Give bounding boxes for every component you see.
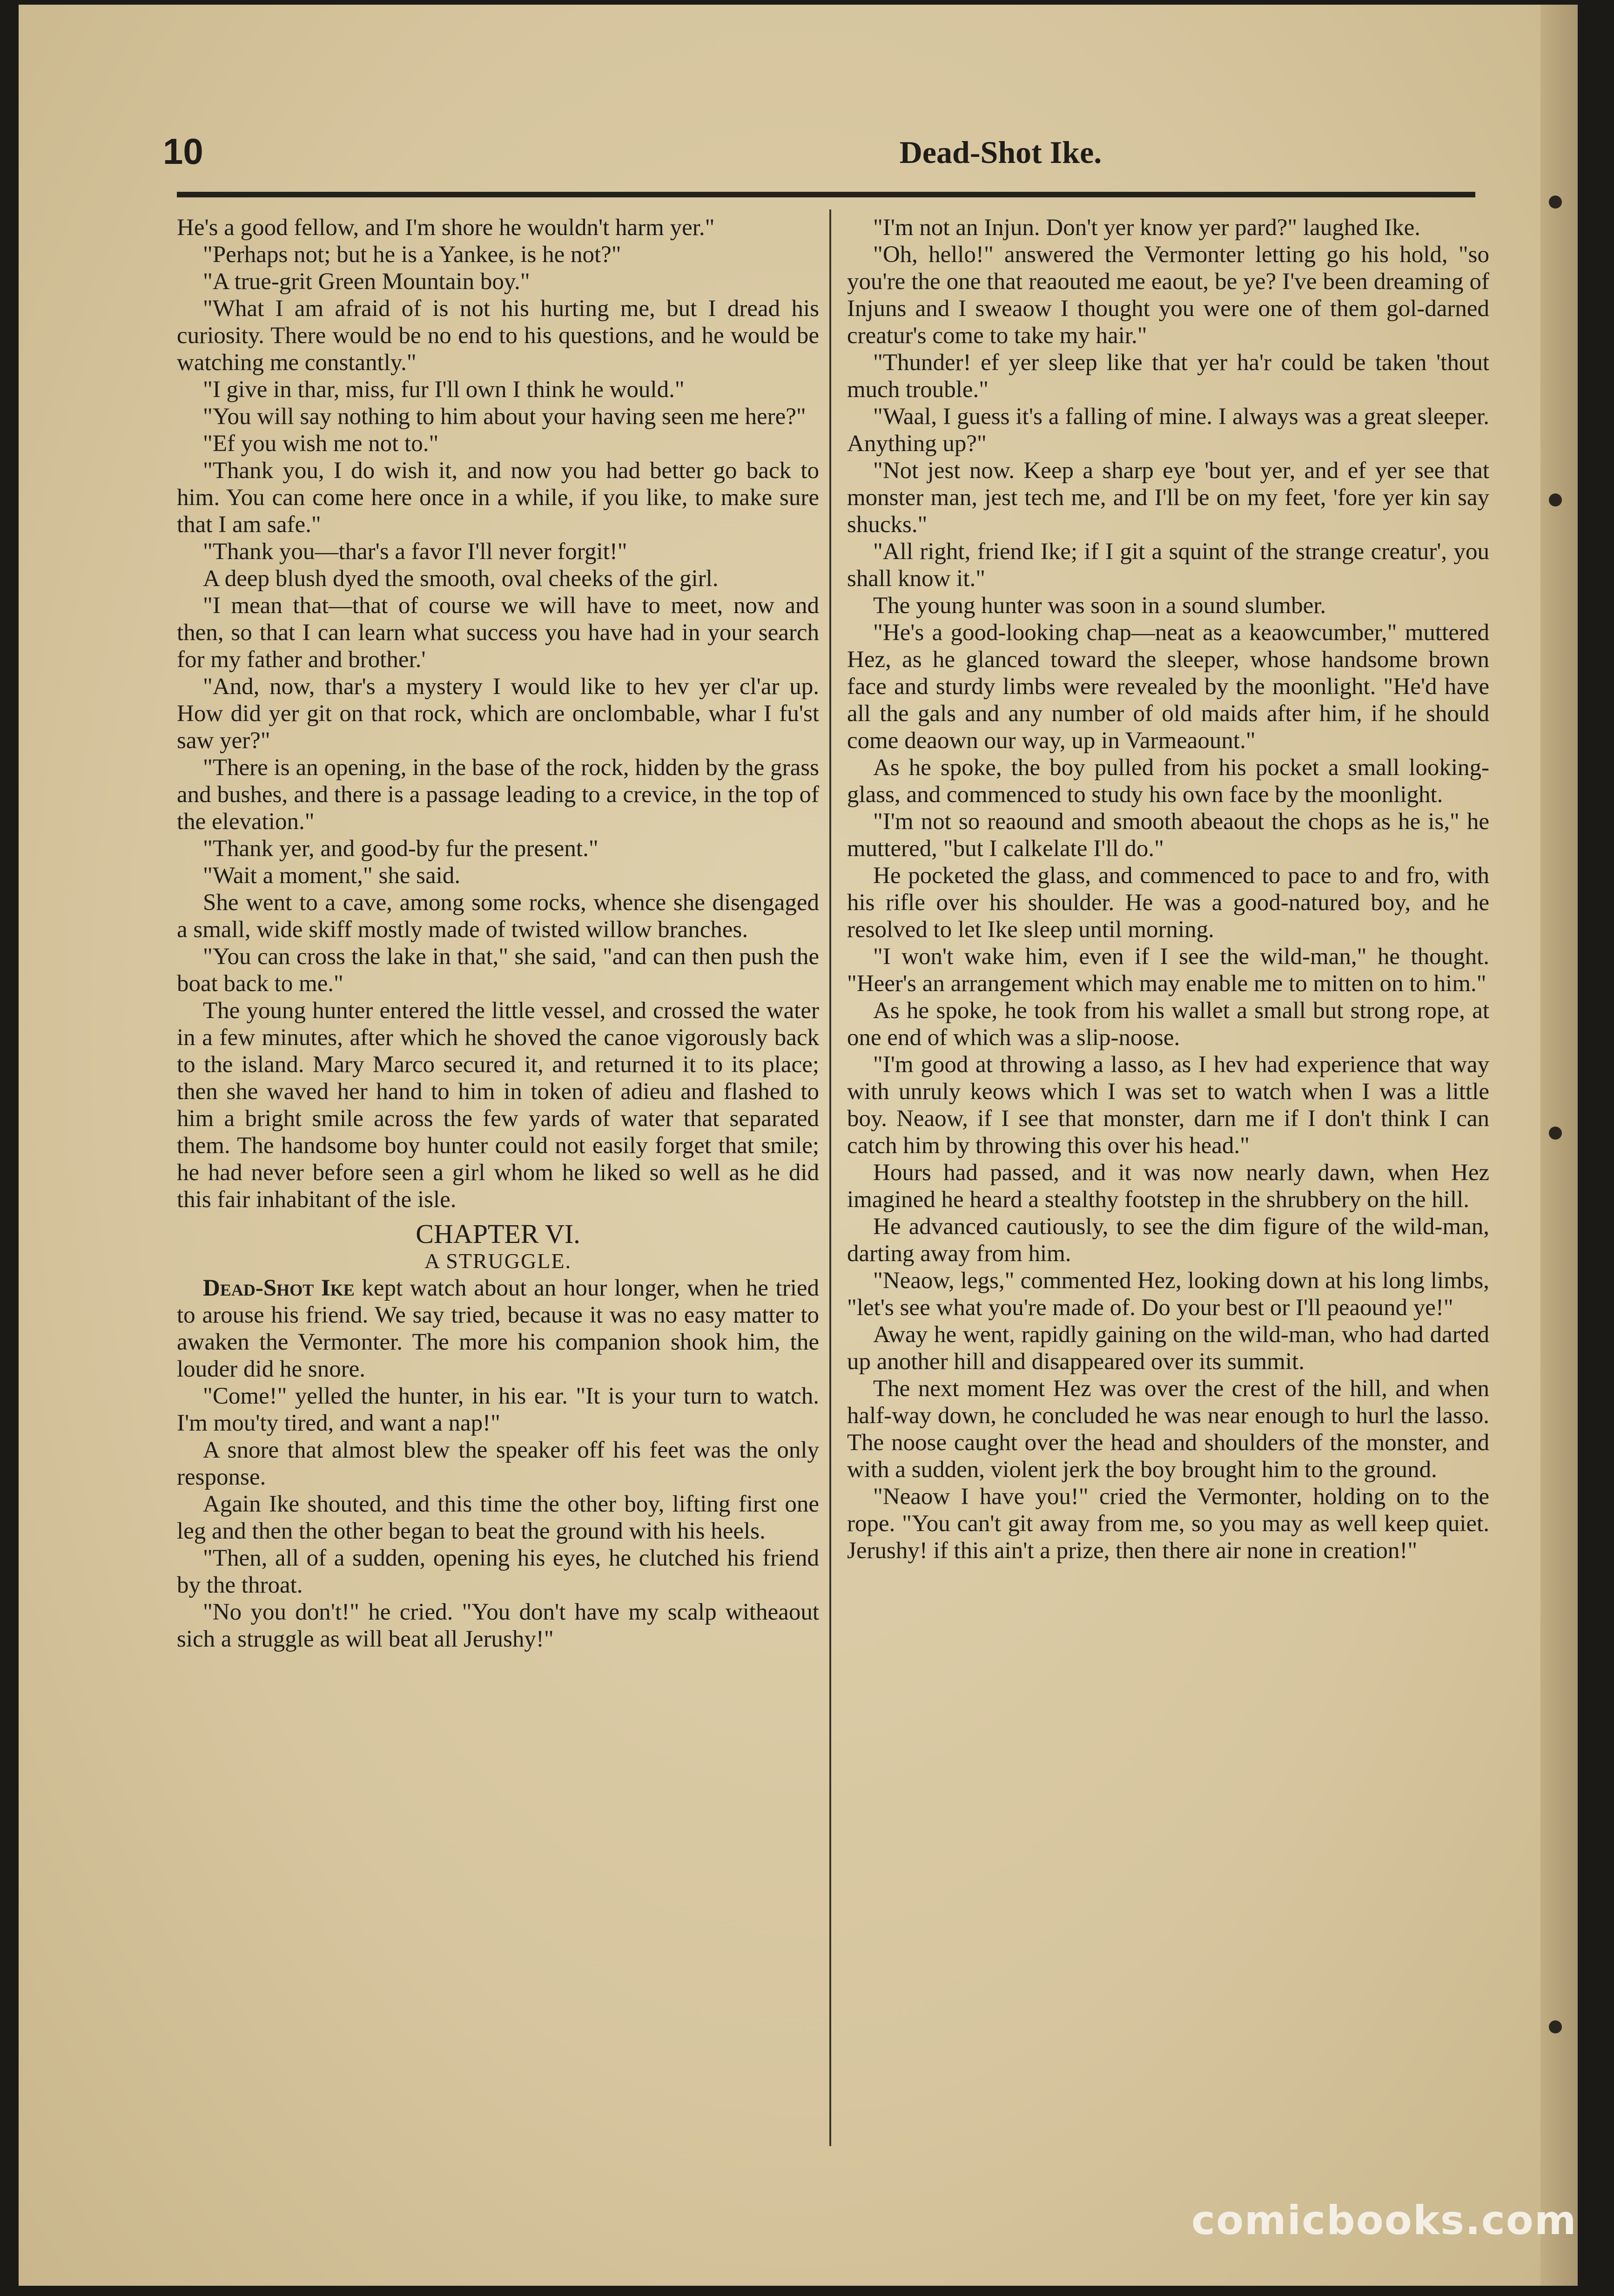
paragraph: "Neaow, legs," commented Hez, looking down at his long limbs, "let's see what you're made of. Do your best or I'll peaound ye!" <box>847 1268 1489 1321</box>
paragraph: Away he went, rapidly gaining on the wild-man, who had darted up another hill and disappeared over its summit. <box>847 1322 1489 1375</box>
page-binding-edge <box>1540 5 1578 2286</box>
column-divider <box>829 209 831 2146</box>
paragraph: "Thank yer, and good-by fur the present." <box>203 836 599 862</box>
chapter-lead-words: Dead-Shot Ike <box>203 1275 355 1301</box>
left-column <box>177 214 819 2123</box>
paragraph: He advanced cautiously, to see the dim figure of the wild-man, darting away from him. <box>847 1214 1489 1267</box>
paragraph: The young hunter was soon in a sound slumber. <box>873 593 1326 619</box>
binding-hole <box>1549 493 1562 506</box>
paragraph: "Oh, hello!" answered the Vermonter letting go his hold, "so you're the one that reaouted me eaout, be ye? I've been dreaming of Injuns and I sweaow I thought you were one of them gol-darned creatur's come to take my hair." <box>847 242 1489 349</box>
paragraph: "I'm not an Injun. Don't yer know yer pard?" laughed Ike. <box>873 215 1421 241</box>
paragraph: "All right, friend Ike; if I git a squint of the strange creatur', you shall know it." <box>847 539 1489 592</box>
chapter-opening-paragraph <box>177 1275 819 1383</box>
paragraph: "Wait a moment," she said. <box>203 863 461 889</box>
binding-hole <box>1549 2020 1562 2033</box>
paragraph: "Then, all of a sudden, opening his eyes, he clutched his friend by the throat. <box>177 1545 819 1598</box>
paragraph: "You can cross the lake in that," she said, "and can then push the boat back to me." <box>177 944 819 997</box>
paragraph: "Thank you, I do wish it, and now you had better go back to him. You can come here once in a while, if you like, to make sure that I am safe." <box>177 458 819 538</box>
paragraph: "There is an opening, in the base of the rock, hidden by the grass and bushes, and there is a passage leading to a crevice, in the top of the elevation." <box>177 755 819 835</box>
paragraph: He's a good fellow, and I'm shore he wouldn't harm yer." <box>177 215 715 241</box>
paragraph: The young hunter entered the little vessel, and crossed the water in a few minutes, after which he shoved the canoe vigorously back to the island. Mary Marco secured it, and returned it to its place; then she waved her hand to him in token of adieu and flashed to him a bright smile across the few yards of water that separated them. The handsome boy hunter could not easily forget that smile; he had never before seen a girl whom he liked so well as he did this fair inhabitant of the isle. <box>177 998 819 1213</box>
paragraph: "What I am afraid of is not his hurting me, but I dread his curiosity. There would be no end to his questions, and he would be watching me constantly." <box>177 296 819 376</box>
paragraph: A deep blush dyed the smooth, oval cheeks of the girl. <box>203 566 719 592</box>
paragraph: "Perhaps not; but he is a Yankee, is he not?" <box>203 242 621 268</box>
header-rule <box>177 192 1475 197</box>
paragraph: "He's a good-looking chap—neat as a keaowcumber," muttered Hez, as he glanced toward the sleeper, whose handsome brown face and sturdy limbs were revealed by the moonlight. "He'd have all the gals and any number of old maids after him, if he should come deaown our way, up in Varmeaount." <box>847 620 1489 754</box>
paragraph: He pocketed the glass, and commenced to pace to and fro, with his rifle over his shoulder. He was a good-natured boy, and he resolved to let Ike sleep until morning. <box>847 863 1489 943</box>
paragraph: Hours had passed, and it was now nearly dawn, when Hez imagined he heard a stealthy footstep in the shrubbery on the hill. <box>847 1160 1489 1213</box>
running-title: Dead-Shot Ike. <box>899 135 1102 170</box>
paragraph: "Thank you—thar's a favor I'll never forgit!" <box>203 539 627 565</box>
paragraph: "I'm not so reaound and smooth abeaout the chops as he is," he muttered, "but I calkelate I'll do." <box>847 809 1489 862</box>
paragraph: "No you don't!" he cried. "You don't have my scalp witheaout sich a struggle as will beat all Jerushy!" <box>177 1599 819 1652</box>
paragraph: Again Ike shouted, and this time the other boy, lifting first one leg and then the other began to beat the ground with his heels. <box>177 1491 819 1544</box>
paragraph: "Neaow I have you!" cried the Vermonter, holding on to the rope. "You can't git away from me, so you may as well keep quiet. Jerushy! if this ain't a prize, then there air none in creation!" <box>847 1484 1489 1564</box>
paragraph: "Thunder! ef yer sleep like that yer ha'r could be taken 'thout much trouble." <box>847 350 1489 403</box>
binding-hole <box>1549 1127 1562 1140</box>
paragraph: The next moment Hez was over the crest of the hill, and when half-way down, he concluded he was near enough to hurl the lasso. The noose caught over the head and shoulders of the monster, and with a sudden, violent jerk the boy brought him to the ground. <box>847 1376 1489 1483</box>
page-header <box>163 130 1475 182</box>
right-column <box>847 214 1489 2123</box>
site-watermark: comicbooks.com <box>1191 2197 1577 2244</box>
chapter-subtitle: A STRUGGLE. <box>424 1249 572 1273</box>
chapter-opening-text: kept watch about an hour longer, when he tried to arouse his friend. We say tried, because it was no easy matter to awaken the Vermonter. The more his companion shook him, the louder did he snore. <box>177 1275 819 1382</box>
page-number: 10 <box>163 131 203 172</box>
paragraph: As he spoke, he took from his wallet a small but strong rope, at one end of which was a slip-noose. <box>847 998 1489 1051</box>
paragraph: She went to a cave, among some rocks, whence she disengaged a small, wide skiff mostly made of twisted willow branches. <box>177 890 819 943</box>
paragraph: "I'm good at throwing a lasso, as I hev had experience that way with unruly keows which I was set to watch when I was a little boy. Neaow, if I see that monster, darn me if I don't think I can catch him by throwing this over his head." <box>847 1052 1489 1159</box>
chapter-title: CHAPTER VI. <box>416 1219 580 1249</box>
paragraph: "Ef you wish me not to." <box>203 431 439 457</box>
paragraph: "You will say nothing to him about your having seen me here?" <box>203 404 806 430</box>
paragraph: "I give in thar, miss, fur I'll own I think he would." <box>203 377 685 403</box>
paragraph: "I won't wake him, even if I see the wild-man," he thought. "Heer's an arrangement which may enable me to mitten on to him." <box>847 944 1489 997</box>
paragraph: "Come!" yelled the hunter, in his ear. "It is your turn to watch. I'm mou'ty tired, and want a nap!" <box>177 1383 819 1436</box>
paragraph: "I mean that—that of course we will have to meet, now and then, so that I can learn what success you have had in your search for my father and brother.' <box>177 593 819 673</box>
magazine-page <box>19 5 1578 2286</box>
paragraph: "Waal, I guess it's a falling of mine. I always was a great sleeper. Anything up?" <box>847 404 1489 457</box>
binding-hole <box>1549 196 1562 209</box>
paragraph: "A true-grit Green Mountain boy." <box>203 269 530 295</box>
paragraph: "Not jest now. Keep a sharp eye 'bout yer, and ef yer see that monster man, jest tech me, and I'll be on my feet, 'fore yer kin say shucks." <box>847 458 1489 538</box>
paragraph: A snore that almost blew the speaker off his feet was the only response. <box>177 1437 819 1490</box>
paragraph: As he spoke, the boy pulled from his pocket a small looking-glass, and commenced to study his own face by the moonlight. <box>847 755 1489 808</box>
paragraph: "And, now, thar's a mystery I would like to hev yer cl'ar up. How did yer git on that rock, which are onclombable, whar I fu'st saw yer?" <box>177 674 819 754</box>
